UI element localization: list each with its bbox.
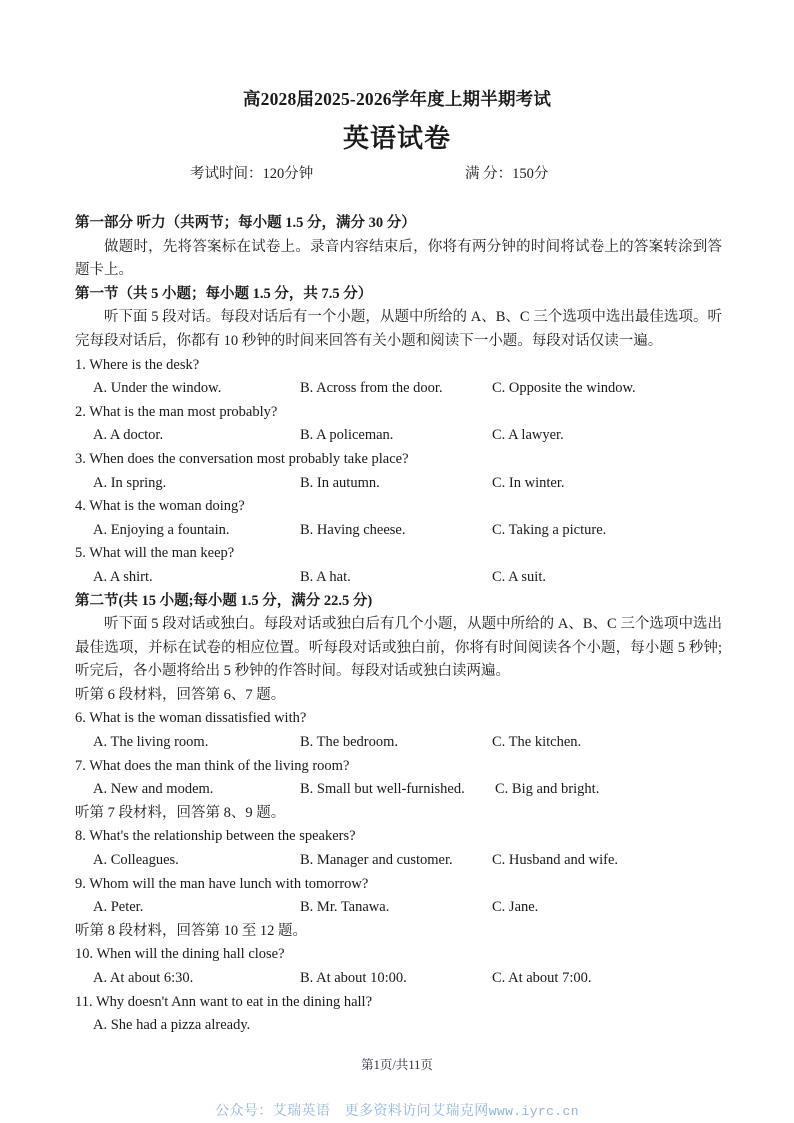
question-stem	[75, 873, 722, 897]
option-row	[75, 472, 722, 496]
option-a[interactable]: A. In spring.	[93, 474, 167, 491]
option-b[interactable]: B. Having cheese.	[300, 521, 406, 538]
question-stem	[75, 991, 722, 1015]
option-row	[75, 377, 722, 401]
option-c[interactable]: C. Jane.	[492, 899, 539, 916]
option-b[interactable]: B. A hat.	[300, 568, 351, 585]
part-one-intro: 做题时，先将答案标在试卷上。录音内容结束后，你将有两分钟的时间将试卷上的答案转涂到答题卡上。	[75, 238, 722, 279]
question-number: 7.	[75, 757, 86, 774]
question-text: What is the woman doing?	[89, 498, 245, 515]
option-row	[75, 778, 722, 802]
exam-duration-label: 考试时间：120分钟	[190, 166, 314, 182]
page-subtitle: 英语试卷	[342, 124, 451, 153]
question-text: What does the man think of the living room?	[89, 757, 350, 774]
option-c[interactable]: C. A lawyer.	[492, 427, 564, 444]
option-row	[75, 731, 722, 755]
listening-material-6-label: 听第 6 段材料，回答第 6、7 题。	[75, 686, 286, 703]
option-b[interactable]: B. The bedroom.	[300, 734, 398, 751]
option-c[interactable]: C. A suit.	[492, 568, 546, 585]
option-c[interactable]: C. Big and bright.	[495, 781, 600, 798]
option-a[interactable]: A. A shirt.	[93, 568, 153, 585]
option-a[interactable]: A. Peter.	[93, 899, 144, 916]
question-number: 1.	[75, 356, 86, 373]
question-text: Why doesn't Ann want to eat in the dining hall?	[95, 993, 373, 1010]
option-b[interactable]: B. Across from the door.	[300, 380, 443, 397]
option-c[interactable]: C. Husband and wife.	[492, 852, 619, 869]
section-one-intro: 听下面 5 段对话。每段对话后有一个小题，从题中所给的 A、B、C 三个选项中选出最佳选项。听完每段对话后，你都有 10 秒钟的时间来回答有关小题和阅读下一小题。每段对话仅读一遍。	[75, 309, 722, 349]
question-text: What will the man keep?	[89, 545, 235, 562]
option-row	[75, 519, 722, 543]
option-b[interactable]: B. Small but well-furnished.	[300, 781, 465, 798]
question-stem	[75, 943, 722, 967]
question-text: What is the woman dissatisfied with?	[89, 710, 307, 727]
watermark-text: 公众号：艾瑞英语 更多资料访问艾瑞克网	[215, 1104, 489, 1119]
question-text: What's the relationship between the speakers?	[89, 828, 356, 845]
question-number: 11.	[75, 993, 93, 1010]
option-c[interactable]: C. Taking a picture.	[492, 521, 607, 538]
option-b[interactable]: B. A policeman.	[300, 427, 394, 444]
question-stem	[75, 448, 722, 472]
option-row	[75, 566, 722, 590]
page-title: 高2028届2025-2026学年度上期半期考试	[242, 89, 552, 109]
option-b[interactable]: B. Mr. Tanawa.	[300, 899, 390, 916]
option-a[interactable]: A. Enjoying a fountain.	[93, 521, 230, 538]
question-number: 8.	[75, 828, 86, 845]
listening-material-7-label: 听第 7 段材料，回答第 8、9 题。	[75, 804, 286, 821]
question-stem	[75, 707, 722, 731]
option-a[interactable]: A. She had a pizza already.	[93, 1017, 251, 1034]
page-number-footer: 第1页/共11页	[361, 1058, 433, 1072]
exam-body	[75, 212, 722, 1038]
option-a[interactable]: A. Under the window.	[93, 380, 222, 397]
option-a[interactable]: A. The living room.	[93, 734, 209, 751]
question-stem	[75, 401, 722, 425]
option-a[interactable]: A. At about 6:30.	[93, 970, 194, 986]
option-row	[75, 896, 722, 920]
option-c[interactable]: C. At about 7:00.	[492, 970, 592, 986]
watermark-url: www.iyrc.cn	[488, 1104, 579, 1119]
option-b[interactable]: B. In autumn.	[300, 474, 380, 491]
question-text: When does the conversation most probably take place?	[89, 450, 409, 467]
question-text: Whom will the man have lunch with tomorrow?	[89, 875, 369, 892]
question-number: 10.	[75, 946, 94, 963]
question-number: 5.	[75, 545, 86, 562]
question-stem	[75, 542, 722, 566]
question-stem	[75, 825, 722, 849]
question-number: 4.	[75, 498, 86, 515]
option-row	[75, 849, 722, 873]
question-number: 3.	[75, 450, 86, 467]
question-number: 2.	[75, 403, 86, 420]
option-a[interactable]: A. New and modem.	[93, 781, 214, 798]
option-c[interactable]: C. Opposite the window.	[492, 380, 636, 397]
option-b[interactable]: B. Manager and customer.	[300, 852, 453, 869]
question-text: When will the dining hall close?	[96, 946, 285, 963]
section-two-heading: 第二节(共 15 小题;每小题 1.5 分，满分 22.5 分)	[75, 592, 373, 609]
question-text: What is the man most probably?	[89, 403, 278, 420]
question-number: 6.	[75, 710, 86, 727]
question-stem	[75, 495, 722, 519]
option-c[interactable]: C. In winter.	[492, 474, 565, 491]
section-two-intro: 听下面 5 段对话或独白。每段对话或独白后有几个小题，从题中所给的 A、B、C 三个选项中选出最佳选项，并标在试卷的相应位置。听每段对话或独白前，你将有时间阅读各个小题，每小题 5 秒钟;听完后，各小题将给出 5 秒钟的作答时间。每段对话或独白读两遍。	[75, 616, 722, 680]
section-one-heading: 第一节（共 5 小题；每小题 1.5 分，共 7.5 分）	[75, 285, 373, 302]
part-one-heading: 第一部分 听力（共两节；每小题 1.5 分，满分 30 分）	[75, 215, 416, 231]
option-row	[75, 967, 722, 991]
listening-material-8-label: 听第 8 段材料，回答第 10 至 12 题。	[75, 922, 307, 939]
option-row	[75, 424, 722, 448]
question-stem	[75, 755, 722, 779]
option-a[interactable]: A. Colleagues.	[93, 852, 179, 869]
question-text: Where is the desk?	[89, 356, 200, 373]
exam-total-score-label: 满 分：150分	[465, 166, 549, 182]
watermark	[0, 1100, 794, 1120]
question-stem	[75, 354, 722, 378]
option-c[interactable]: C. The kitchen.	[492, 734, 582, 751]
option-row	[75, 1014, 722, 1038]
option-b[interactable]: B. At about 10:00.	[300, 970, 407, 986]
option-a[interactable]: A. A doctor.	[93, 427, 164, 444]
question-number: 9.	[75, 875, 86, 892]
